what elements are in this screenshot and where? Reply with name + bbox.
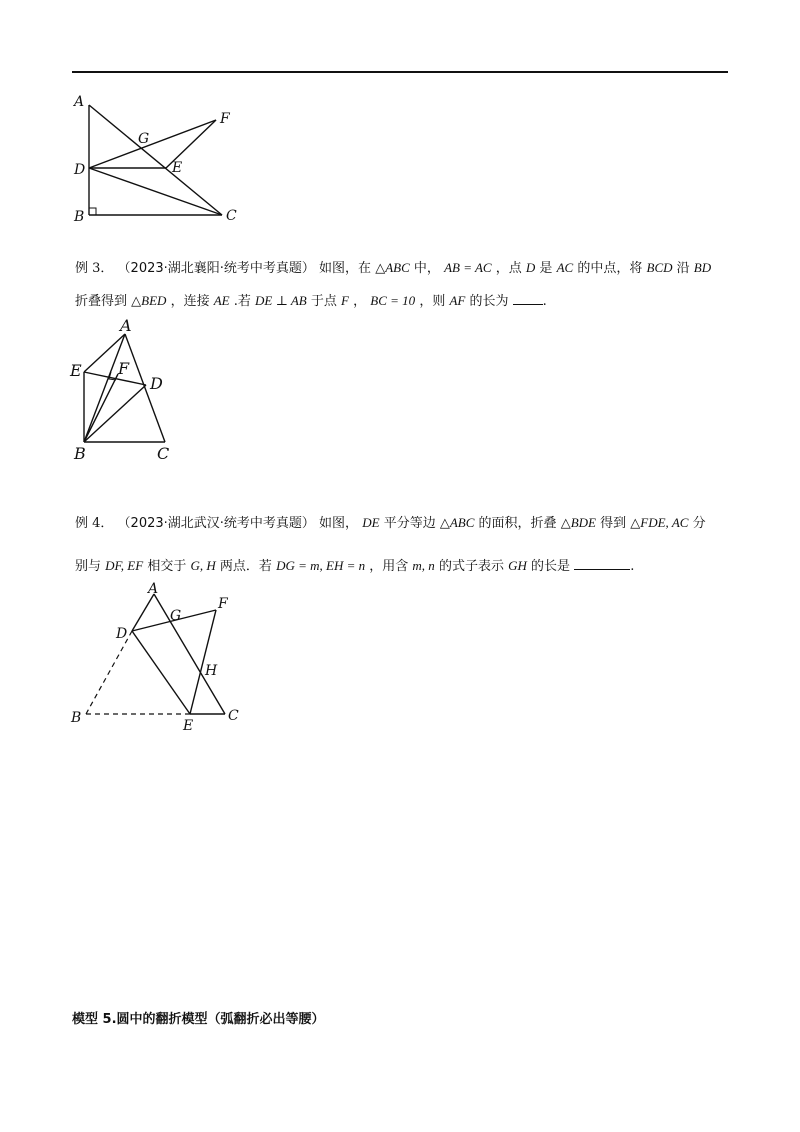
fig1-label-F: F (220, 111, 230, 127)
math-run: △FDE, AC (630, 515, 689, 530)
example-4-line-1 (75, 512, 706, 531)
text-run: . (630, 559, 635, 574)
fig2-label-A: A (120, 316, 132, 335)
math-run: BCD (646, 260, 673, 275)
fig1-label-G: G (138, 131, 150, 147)
math-run: △BDE (560, 515, 596, 530)
model-5-heading: 模型 5.圆中的翻折模型（弧翻折必出等腰） (72, 1012, 325, 1027)
text-run: 分 (692, 516, 706, 531)
fig2-label-C: C (157, 444, 170, 463)
text-run: ，点 (495, 261, 522, 276)
text-run: 如图， (319, 516, 359, 531)
text-run: ，用含 (369, 559, 409, 574)
text-run: 别与 (75, 559, 102, 574)
fig2-label-E: E (70, 361, 82, 380)
figure-2-diagram (0, 300, 800, 470)
fig1-label-D: D (74, 162, 86, 178)
text-run: 的式子表示 (438, 559, 504, 574)
math-run: AE (213, 293, 230, 308)
fig3-label-B: B (71, 710, 82, 726)
text-run: 平分等边 (383, 516, 436, 531)
text-run: .若 (233, 294, 251, 309)
example-3-source: （2023·湖北襄阳·统考中考真题） (117, 261, 315, 276)
text-run: 沿 (676, 261, 690, 276)
math-run: BC = 10 (370, 293, 416, 308)
math-run: GH (508, 558, 527, 573)
text-run: ，连接 (170, 294, 210, 309)
math-run: G, H (190, 558, 216, 573)
math-run: F (341, 293, 349, 308)
example-3-prefix: 例 3． (75, 261, 114, 276)
text-run: 的长为 (469, 294, 509, 309)
text-run: 的中点，将 (577, 261, 643, 276)
text-run: 是 (539, 261, 553, 276)
math-run: DE (362, 515, 380, 530)
fig3-label-A: A (148, 581, 159, 597)
text-run: 中， (413, 261, 440, 276)
text-run: ， (353, 294, 367, 309)
fig3-label-G: G (170, 608, 182, 624)
fig1-label-C: C (226, 208, 237, 224)
math-run: △ABC (439, 515, 475, 530)
text-run: 相交于 (147, 559, 187, 574)
math-run: AC (556, 260, 574, 275)
example-4-prefix: 例 4． (75, 516, 114, 531)
figure-1-diagram (0, 0, 800, 240)
math-run: △BED (131, 293, 167, 308)
math-run: DG = m, EH = n (276, 558, 366, 573)
math-run: BD (693, 260, 712, 275)
fig2-label-D: D (150, 374, 163, 393)
text-run: . (542, 294, 547, 309)
text-run: 的长是 (531, 559, 571, 574)
math-run: DF, EF (105, 558, 144, 573)
fig2-label-F: F (118, 359, 130, 378)
figure-3-diagram (0, 570, 800, 740)
fig3-label-H: H (205, 663, 218, 679)
fig3-label-E: E (183, 718, 194, 734)
fig1-label-A: A (74, 94, 85, 110)
math-run: m, n (412, 558, 435, 573)
math-run: AB = AC (444, 260, 492, 275)
fig3-label-D: D (116, 626, 128, 642)
example-4-source: （2023·湖北武汉·统考中考真题） (117, 516, 315, 531)
text-run: 如图，在 (319, 261, 372, 276)
text-run: 折叠得到 (75, 294, 128, 309)
text-run: 于点 (310, 294, 337, 309)
fig2-label-B: B (74, 444, 86, 463)
text-run: ，则 (419, 294, 446, 309)
fig3-label-F: F (218, 596, 228, 612)
text-run: 的面积，折叠 (478, 516, 557, 531)
fig1-label-E: E (172, 160, 183, 176)
example-3-line-1 (75, 257, 711, 276)
math-run: DE ⊥ AB (255, 293, 307, 308)
math-run: D (525, 260, 536, 275)
math-run: AF (449, 293, 466, 308)
fig1-label-B: B (74, 209, 85, 225)
text-run: 两点．若 (219, 559, 272, 574)
fig3-label-C: C (228, 708, 239, 724)
math-run: △ABC (375, 260, 410, 275)
text-run: 得到 (600, 516, 627, 531)
